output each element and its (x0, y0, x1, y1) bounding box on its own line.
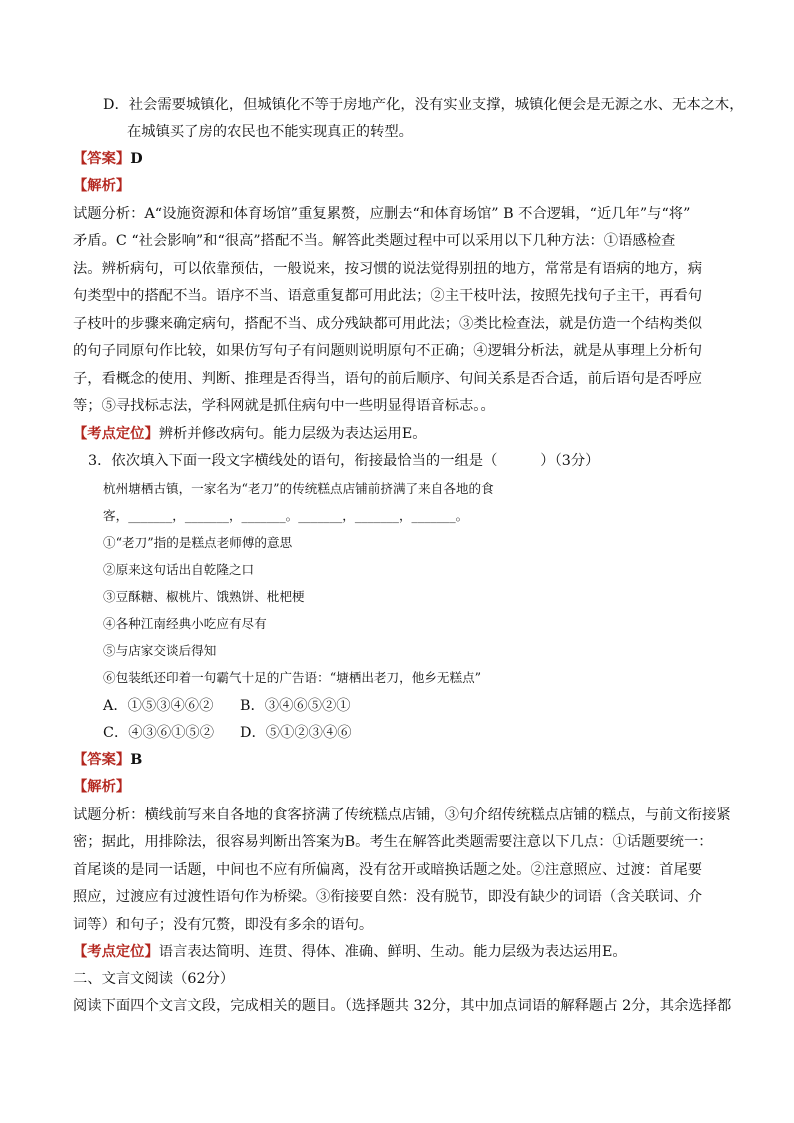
choice-c: C．④③⑥①⑤② (103, 725, 215, 741)
passage-line: 杭州塘栖古镇，一家名为“老刀”的传统糕点店铺前挤满了来自各地的食 (103, 481, 494, 496)
kaodian-label: 【考点定位】 (73, 426, 159, 442)
answer-line-q2 (73, 149, 143, 169)
answer-label: 【答案】 (73, 151, 131, 167)
analysis-q2-line: 句类型中的搭配不当。语序不当、语意重复都可用此法；②主干枝叶法，按照先找句子主干，再看句 (73, 288, 703, 304)
analysis-label-q2: 【解析】 (73, 178, 131, 194)
sentence-item: ②原来这句话出自乾隆之口 (103, 562, 255, 577)
passage-line: 客，_______，_______，_______。_______，_______，_______。 (103, 508, 469, 523)
analysis-label-q3: 【解析】 (73, 779, 131, 795)
analysis-q3-line: 词等）和句子；没有冗赘，即没有多余的语句。 (73, 917, 374, 933)
analysis-q2-line: 矛盾。C “社会影响”和“很高”搭配不当。解答此类题过程中可以采用以下几种方法：①语感检查 (73, 233, 676, 249)
choice-b: B．③④⑥⑤②① (240, 698, 351, 714)
option-d-line2: 在城镇买了房的农民也不能实现真正的转型。 (127, 124, 413, 140)
choice-a: A．①⑤③④⑥② (103, 698, 214, 714)
analysis-q2-line: 子枝叶的步骤来确定病句，搭配不当、成分残缺都可用此法；③类比检查法，就是仿造一个结构类似 (73, 316, 703, 332)
analysis-q3-line: 密；据此，用排除法，很容易判断出答案为B。考生在解答此类题需要注意以下几点：①话题要统一： (73, 834, 713, 850)
section-heading: 二、文言文阅读（62分） (73, 971, 235, 987)
question-3-stem: 3．依次填入下面一段文字横线处的语句，衔接最恰当的一组是（ ）（3分） (88, 453, 600, 469)
analysis-q2-line: 子，看概念的使用、判断、推理是否得当，语句的前后顺序、句间关系是否合适，前后语句是否呼应 (73, 371, 703, 387)
kaodian-q2 (73, 424, 427, 444)
analysis-q3-line: 试题分析：横线前写来自各地的食客挤满了传统糕点店铺，③句介绍传统糕点店铺的糕点，与前文衔接紧 (73, 807, 731, 823)
answer-value: D (130, 151, 143, 167)
answer-line-q3 (73, 750, 142, 770)
sentence-item: ⑥包装纸还印着一句霸气十足的广告语：“塘栖出老刀，他乡无糕点” (103, 670, 482, 685)
choice-d: D．⑤①②③④⑥ (240, 725, 352, 741)
analysis-q3-line: 首尾谈的是同一话题，中间也不应有所偏离，没有岔开或暗换话题之处。②注意照应、过渡：首尾要 (73, 862, 703, 878)
sentence-item: ③豆酥糖、椒桃片、饿熟饼、枇杷梗 (103, 589, 305, 604)
answer-value: B (130, 752, 143, 768)
sentence-item: ④各种江南经典小吃应有尽有 (103, 616, 267, 631)
sentence-item: ⑤与店家交谈后得知 (103, 643, 217, 658)
analysis-q3-line: 照应，过渡应有过渡性语句作为桥梁。③衔接要自然：没有脱节，即没有缺少的词语（含关联词、介 (73, 889, 703, 905)
analysis-q2-line: 试题分析：A“设施资源和体育场馆”重复累赘，应删去“和体育场馆” B 不合逻辑，“近几年”与“将” (73, 206, 691, 222)
analysis-q2-line: 等；⑤寻找标志法，学科网就是抓住病句中一些明显得语音标志。。 (73, 398, 495, 414)
kaodian-text: 语言表达简明、连贯、得体、准确、鲜明、生动。能力层级为表达运用E。 (158, 944, 627, 960)
kaodian-q3 (73, 942, 627, 962)
analysis-q2-line: 的句子同原句作比较，如果仿写句子有问题则说明原句不正确；④逻辑分析法，就是从事理上分析句 (73, 343, 703, 359)
kaodian-label: 【考点定位】 (73, 944, 159, 960)
sentence-item: ①“老刀”指的是糕点老师傅的意思 (103, 535, 293, 550)
analysis-q2-line: 法。辨析病句，可以依靠预估，一般说来，按习惯的说法觉得别扭的地方，常常是有语病的地方，病 (73, 261, 703, 277)
section-intro: 阅读下面四个文言文段，完成相关的题目。（选择题共 32分，其中加点词语的解释题占 2分，其余选择都 (73, 998, 732, 1014)
option-d-line1: D．社会需要城镇化，但城镇化不等于房地产化，没有实业支撑，城镇化便会是无源之水、无本之木， (103, 97, 744, 113)
answer-label: 【答案】 (73, 752, 131, 768)
kaodian-text: 辨析并修改病句。能力层级为表达运用E。 (158, 426, 427, 442)
